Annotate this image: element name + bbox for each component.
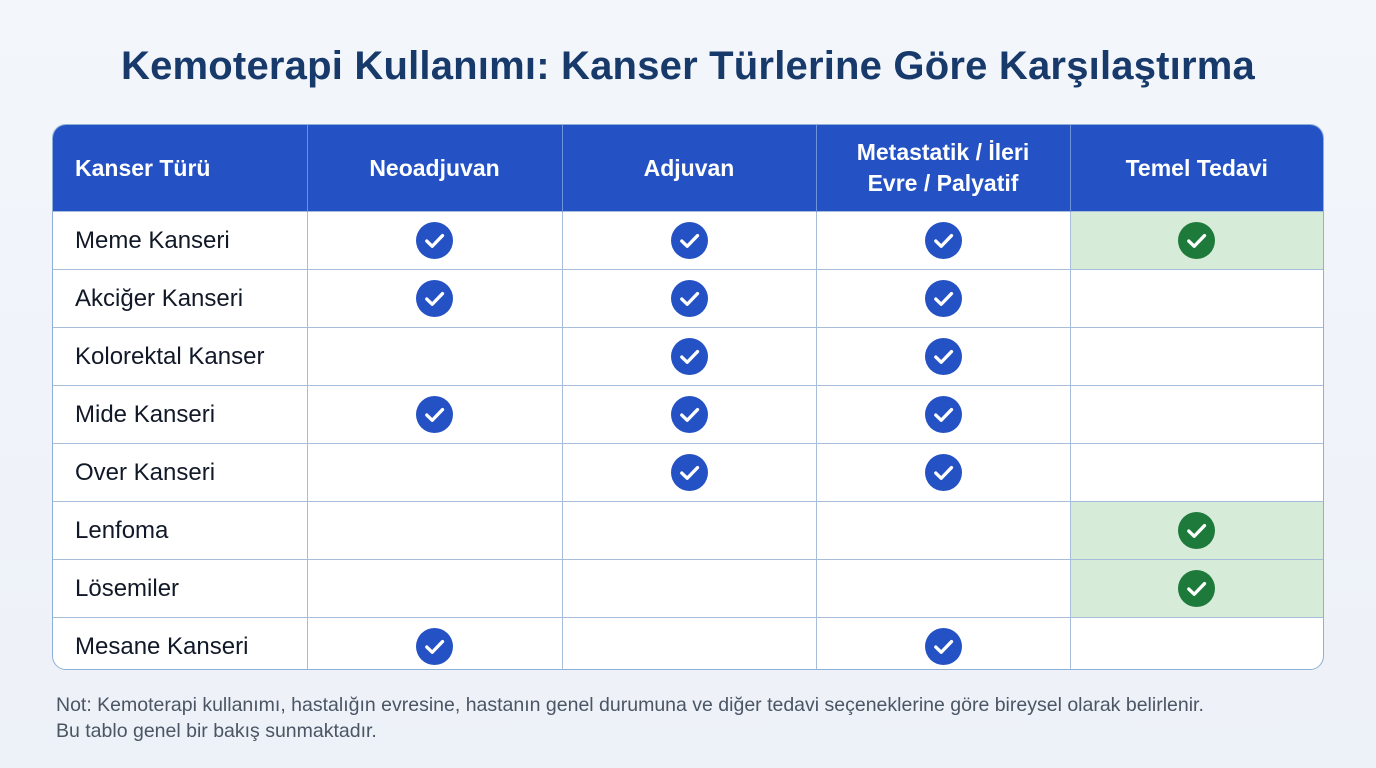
column-header-cancer-type: Kanser Türü [53, 125, 307, 212]
check-cell [562, 444, 816, 502]
check-cell [307, 328, 562, 386]
check-cell [1070, 444, 1323, 502]
check-cell [1070, 270, 1323, 328]
table-row [53, 618, 1323, 671]
check-cell [562, 618, 816, 671]
check-cell [562, 270, 816, 328]
check-cell [307, 444, 562, 502]
cancer-type-cell: Meme Kanseri [53, 212, 307, 270]
check-cell [562, 560, 816, 618]
check-cell [816, 328, 1070, 386]
blue-check-icon [416, 396, 453, 433]
footnote [56, 692, 1346, 744]
check-cell [307, 212, 562, 270]
check-cell [816, 270, 1070, 328]
table-row [53, 328, 1323, 386]
cancer-type-cell: Lenfoma [53, 502, 307, 560]
blue-check-icon [925, 628, 962, 665]
table-row [53, 560, 1323, 618]
blue-check-icon [416, 628, 453, 665]
check-cell [562, 502, 816, 560]
cancer-type-cell: Mesane Kanseri [53, 618, 307, 671]
check-cell [816, 386, 1070, 444]
check-cell [562, 386, 816, 444]
check-cell [1070, 618, 1323, 671]
check-cell [307, 270, 562, 328]
check-cell [816, 444, 1070, 502]
column-header-metastatic [816, 125, 1070, 212]
check-cell [1070, 560, 1323, 618]
column-header-metastatic-line2: Evre / Palyatif [867, 170, 1019, 196]
check-cell [1070, 386, 1323, 444]
blue-check-icon [925, 454, 962, 491]
check-cell [307, 618, 562, 671]
table-row [53, 270, 1323, 328]
blue-check-icon [416, 280, 453, 317]
comparison-table [52, 124, 1324, 670]
check-cell [816, 502, 1070, 560]
table-row [53, 212, 1323, 270]
check-cell [562, 212, 816, 270]
page-title: Kemoterapi Kullanımı: Kanser Türlerine Göre Karşılaştırma [121, 44, 1255, 88]
blue-check-icon [671, 338, 708, 375]
column-header-adjuvant: Adjuvan [562, 125, 816, 212]
blue-check-icon [671, 454, 708, 491]
check-cell [816, 212, 1070, 270]
column-header-neoadjuvant: Neoadjuvan [307, 125, 562, 212]
check-cell [562, 328, 816, 386]
check-cell [1070, 328, 1323, 386]
green-check-icon [1178, 512, 1215, 549]
blue-check-icon [925, 396, 962, 433]
check-cell [816, 560, 1070, 618]
cancer-type-cell: Over Kanseri [53, 444, 307, 502]
cancer-type-cell: Mide Kanseri [53, 386, 307, 444]
column-header-primary-treatment: Temel Tedavi [1070, 125, 1323, 212]
check-cell [816, 618, 1070, 671]
blue-check-icon [925, 280, 962, 317]
table-header-row [53, 125, 1323, 212]
check-cell [307, 386, 562, 444]
blue-check-icon [671, 280, 708, 317]
blue-check-icon [925, 338, 962, 375]
footnote-line1: Not: Kemoterapi kullanımı, hastalığın evresine, hastanın genel durumuna ve diğer tedavi seçeneklerine göre bireysel olarak belirlenir. [56, 694, 1204, 716]
check-cell [307, 560, 562, 618]
blue-check-icon [416, 222, 453, 259]
green-check-icon [1178, 570, 1215, 607]
blue-check-icon [671, 222, 708, 259]
cancer-type-cell: Akciğer Kanseri [53, 270, 307, 328]
table-row [53, 386, 1323, 444]
check-cell [307, 502, 562, 560]
blue-check-icon [671, 396, 708, 433]
table-row [53, 444, 1323, 502]
cancer-type-cell: Kolorektal Kanser [53, 328, 307, 386]
green-check-icon [1178, 222, 1215, 259]
check-cell [1070, 502, 1323, 560]
blue-check-icon [925, 222, 962, 259]
cancer-type-cell: Lösemiler [53, 560, 307, 618]
check-cell [1070, 212, 1323, 270]
table-body [53, 212, 1323, 671]
footnote-line2: Bu tablo genel bir bakış sunmaktadır. [56, 720, 377, 742]
table-row [53, 502, 1323, 560]
column-header-metastatic-line1: Metastatik / İleri [856, 139, 1030, 165]
